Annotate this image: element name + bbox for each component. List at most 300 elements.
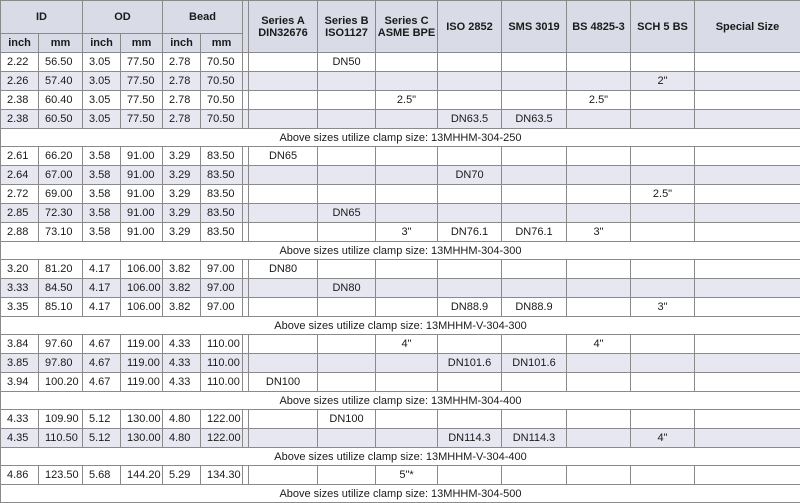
od-inch-cell: 3.05 [83,53,121,72]
id-mm-cell: 85.10 [39,298,83,317]
sch5bs-cell [631,260,695,279]
id-mm-cell: 60.40 [39,91,83,110]
bead-inch-cell: 3.29 [163,166,201,185]
od-mm-cell: 130.00 [121,410,163,429]
clamp-size-note: Above sizes utilize clamp size: 13MHHM-304-250 [1,129,800,147]
series-a-cell: DN100 [249,373,318,392]
bead-inch-cell: 3.29 [163,147,201,166]
series-c-cell [376,410,438,429]
iso2852-cell: DN114.3 [438,429,502,448]
bs4825-cell [567,72,631,91]
sms3019-cell [502,279,567,298]
id-inch-cell: 2.64 [1,166,39,185]
series-b-cell [318,166,376,185]
bs4825-cell [567,298,631,317]
series-b-cell: DN65 [318,204,376,223]
special-size-cell [695,72,800,91]
od-inch-cell: 3.58 [83,166,121,185]
sms3019-cell: DN101.6 [502,354,567,373]
table-row [1,466,800,485]
bead-inch-cell: 3.29 [163,185,201,204]
series-a-header: Series A DIN32676 [249,1,318,53]
series-c-cell [376,373,438,392]
special-size-cell [695,91,800,110]
bs4825-cell [567,260,631,279]
bs4825-header: BS 4825-3 [567,1,631,53]
id-inch-cell: 2.85 [1,204,39,223]
bead-mm-cell: 70.50 [201,110,243,129]
id-inch-cell: 2.72 [1,185,39,204]
series-a-cell [249,185,318,204]
bs4825-cell [567,410,631,429]
series-b-cell [318,147,376,166]
sms3019-cell [502,147,567,166]
series-c-cell [376,298,438,317]
series-b-cell [318,110,376,129]
id-inch-cell: 3.35 [1,298,39,317]
od-inch-cell: 4.67 [83,373,121,392]
od-mm-cell: 77.50 [121,72,163,91]
od-mm-cell: 77.50 [121,53,163,72]
bead-inch-cell: 4.80 [163,429,201,448]
series-c-cell [376,185,438,204]
special-size-cell [695,298,800,317]
bead-mm-cell: 134.30 [201,466,243,485]
table-row [1,429,800,448]
bs4825-cell [567,373,631,392]
special-size-header: Special Size [695,1,800,53]
iso2852-cell [438,204,502,223]
od-inch-cell: 3.58 [83,223,121,242]
bead-mm-cell: 83.50 [201,166,243,185]
series-b-cell [318,298,376,317]
bead-header: Bead [163,1,243,34]
bead-inch-cell: 3.82 [163,260,201,279]
bs4825-cell [567,53,631,72]
series-c-cell [376,72,438,91]
series-a-cell [249,354,318,373]
clamp-size-note-row [1,317,800,335]
bs4825-cell: 4" [567,335,631,354]
bead-inch-cell: 3.29 [163,204,201,223]
clamp-size-note-row [1,448,800,466]
sms3019-cell [502,166,567,185]
sms3019-cell [502,335,567,354]
od-mm-cell: 130.00 [121,429,163,448]
series-c-cell [376,166,438,185]
id-mm-cell: 110.50 [39,429,83,448]
series-b-cell [318,373,376,392]
sch5bs-cell [631,279,695,298]
od-mm-cell: 106.00 [121,298,163,317]
series-a-cell [249,91,318,110]
series-c-cell [376,204,438,223]
bead-mm-cell: 110.00 [201,354,243,373]
series-b-cell [318,72,376,91]
series-b-cell [318,354,376,373]
special-size-cell [695,147,800,166]
unit-id-mm: mm [39,34,83,53]
series-c-cell [376,279,438,298]
clamp-size-note-row [1,129,800,147]
id-mm-cell: 56.50 [39,53,83,72]
series-a-cell [249,110,318,129]
series-c-cell: 4" [376,335,438,354]
series-b-cell: DN80 [318,279,376,298]
special-size-cell [695,223,800,242]
od-inch-cell: 5.12 [83,429,121,448]
table-row [1,204,800,223]
special-size-cell [695,354,800,373]
sms3019-cell [502,260,567,279]
od-inch-cell: 4.67 [83,335,121,354]
bead-mm-cell: 110.00 [201,335,243,354]
bead-inch-cell: 2.78 [163,91,201,110]
series-a-cell: DN65 [249,147,318,166]
series-b-cell [318,429,376,448]
id-inch-cell: 2.88 [1,223,39,242]
bead-mm-cell: 70.50 [201,72,243,91]
special-size-cell [695,166,800,185]
table-row [1,410,800,429]
od-inch-cell: 3.58 [83,147,121,166]
series-a-cell [249,410,318,429]
id-mm-cell: 67.00 [39,166,83,185]
od-mm-cell: 106.00 [121,260,163,279]
sms3019-cell: DN63.5 [502,110,567,129]
table-row [1,298,800,317]
od-mm-cell: 91.00 [121,166,163,185]
iso2852-cell [438,260,502,279]
od-mm-cell: 119.00 [121,354,163,373]
series-c-header: Series C ASME BPE [376,1,438,53]
bead-mm-cell: 70.50 [201,53,243,72]
sch5bs-cell [631,335,695,354]
iso2852-cell [438,91,502,110]
id-mm-cell: 60.50 [39,110,83,129]
sch5bs-cell: 2" [631,72,695,91]
sms3019-cell: DN114.3 [502,429,567,448]
sms3019-cell [502,204,567,223]
series-b-cell [318,223,376,242]
od-inch-cell: 3.05 [83,110,121,129]
table-row [1,185,800,204]
od-mm-cell: 144.20 [121,466,163,485]
bead-mm-cell: 110.00 [201,373,243,392]
sch5bs-cell [631,466,695,485]
id-inch-cell: 3.94 [1,373,39,392]
bead-mm-cell: 97.00 [201,298,243,317]
iso2852-cell: DN101.6 [438,354,502,373]
sms3019-cell: DN76.1 [502,223,567,242]
sms3019-cell [502,373,567,392]
series-c-cell [376,53,438,72]
id-inch-cell: 2.38 [1,110,39,129]
id-mm-cell: 97.60 [39,335,83,354]
sch5bs-cell [631,166,695,185]
od-inch-cell: 4.67 [83,354,121,373]
special-size-cell [695,429,800,448]
bs4825-cell [567,147,631,166]
id-mm-cell: 81.20 [39,260,83,279]
id-mm-cell: 84.50 [39,279,83,298]
special-size-cell [695,110,800,129]
od-mm-cell: 91.00 [121,185,163,204]
sch5bs-cell [631,373,695,392]
bs4825-cell [567,204,631,223]
table-row [1,72,800,91]
series-b-cell: DN100 [318,410,376,429]
series-a-cell [249,72,318,91]
iso2852-cell [438,53,502,72]
special-size-cell [695,335,800,354]
id-inch-cell: 4.86 [1,466,39,485]
bs4825-cell [567,429,631,448]
bead-inch-cell: 3.29 [163,223,201,242]
iso2852-cell [438,185,502,204]
od-header: OD [83,1,163,34]
series-a-cell [249,298,318,317]
sms3019-cell [502,53,567,72]
special-size-cell [695,410,800,429]
sms3019-cell [502,410,567,429]
table-row [1,223,800,242]
series-a-cell [249,223,318,242]
sch5bs-cell [631,223,695,242]
id-mm-cell: 97.80 [39,354,83,373]
id-mm-cell: 72.30 [39,204,83,223]
clamp-size-note: Above sizes utilize clamp size: 13MHHM-V-304-300 [1,317,800,335]
sch5bs-cell: 2.5" [631,185,695,204]
id-inch-cell: 3.33 [1,279,39,298]
id-inch-cell: 3.84 [1,335,39,354]
series-a-cell [249,466,318,485]
sms3019-cell [502,185,567,204]
sch5bs-cell: 4" [631,429,695,448]
id-mm-cell: 100.20 [39,373,83,392]
iso2852-cell [438,410,502,429]
header-row [1,1,800,34]
od-inch-cell: 3.58 [83,204,121,223]
unit-od-mm: mm [121,34,163,53]
id-mm-cell: 123.50 [39,466,83,485]
od-inch-cell: 4.17 [83,260,121,279]
series-c-cell [376,354,438,373]
series-a-cell [249,279,318,298]
id-header: ID [1,1,83,34]
bead-mm-cell: 97.00 [201,279,243,298]
od-inch-cell: 4.17 [83,279,121,298]
bs4825-cell [567,279,631,298]
od-mm-cell: 91.00 [121,147,163,166]
iso2852-cell: DN63.5 [438,110,502,129]
od-inch-cell: 5.12 [83,410,121,429]
iso2852-cell [438,335,502,354]
unit-bead-mm: mm [201,34,243,53]
unit-id-inch: inch [1,34,39,53]
sch5bs-header: SCH 5 BS [631,1,695,53]
id-inch-cell: 4.35 [1,429,39,448]
series-c-cell [376,110,438,129]
od-inch-cell: 3.05 [83,91,121,110]
table-row [1,110,800,129]
unit-bead-inch: inch [163,34,201,53]
bead-mm-cell: 83.50 [201,204,243,223]
id-inch-cell: 2.26 [1,72,39,91]
series-a-cell: DN80 [249,260,318,279]
bs4825-cell: 3" [567,223,631,242]
series-b-cell [318,260,376,279]
bead-inch-cell: 2.78 [163,110,201,129]
iso2852-cell [438,147,502,166]
sch5bs-cell: 3" [631,298,695,317]
od-mm-cell: 91.00 [121,204,163,223]
iso2852-cell [438,373,502,392]
bead-mm-cell: 83.50 [201,185,243,204]
id-mm-cell: 57.40 [39,72,83,91]
table-row [1,53,800,72]
series-b-cell [318,91,376,110]
bs4825-cell: 2.5" [567,91,631,110]
bead-inch-cell: 2.78 [163,53,201,72]
bead-mm-cell: 83.50 [201,223,243,242]
od-mm-cell: 119.00 [121,373,163,392]
table-row [1,279,800,298]
od-mm-cell: 119.00 [121,335,163,354]
iso2852-cell [438,466,502,485]
sch5bs-cell [631,53,695,72]
series-b-header: Series B ISO1127 [318,1,376,53]
od-inch-cell: 4.17 [83,298,121,317]
table-row [1,91,800,110]
id-mm-cell: 109.90 [39,410,83,429]
special-size-cell [695,279,800,298]
series-a-cell [249,166,318,185]
bs4825-cell [567,466,631,485]
id-mm-cell: 69.00 [39,185,83,204]
bead-inch-cell: 4.33 [163,354,201,373]
table-row [1,373,800,392]
series-b-cell [318,335,376,354]
bead-inch-cell: 5.29 [163,466,201,485]
bs4825-cell [567,354,631,373]
bead-mm-cell: 97.00 [201,260,243,279]
bead-inch-cell: 2.78 [163,72,201,91]
special-size-cell [695,204,800,223]
clamp-size-note-row [1,392,800,410]
sms3019-cell [502,72,567,91]
table-row [1,147,800,166]
table-row [1,335,800,354]
sch5bs-cell [631,204,695,223]
series-b-cell [318,185,376,204]
table-row [1,354,800,373]
bead-inch-cell: 4.80 [163,410,201,429]
special-size-cell [695,466,800,485]
sch5bs-cell [631,110,695,129]
sms3019-cell [502,466,567,485]
bead-mm-cell: 122.00 [201,429,243,448]
series-b-cell [318,466,376,485]
series-c-cell: 3" [376,223,438,242]
od-mm-cell: 77.50 [121,91,163,110]
bead-inch-cell: 3.82 [163,279,201,298]
od-inch-cell: 3.05 [83,72,121,91]
series-c-cell [376,147,438,166]
id-inch-cell: 2.38 [1,91,39,110]
special-size-cell [695,185,800,204]
series-b-cell: DN50 [318,53,376,72]
bs4825-cell [567,110,631,129]
sch5bs-cell [631,410,695,429]
series-a-cell [249,204,318,223]
id-inch-cell: 3.85 [1,354,39,373]
series-a-cell [249,53,318,72]
id-inch-cell: 2.61 [1,147,39,166]
iso2852-cell [438,72,502,91]
iso2852-cell: DN70 [438,166,502,185]
series-c-cell: 2.5" [376,91,438,110]
od-mm-cell: 91.00 [121,223,163,242]
unit-od-inch: inch [83,34,121,53]
sms3019-header: SMS 3019 [502,1,567,53]
id-inch-cell: 4.33 [1,410,39,429]
id-inch-cell: 2.22 [1,53,39,72]
bead-inch-cell: 3.82 [163,298,201,317]
series-a-cell [249,335,318,354]
series-c-cell: 5"* [376,466,438,485]
bs4825-cell [567,166,631,185]
sch5bs-cell [631,354,695,373]
od-mm-cell: 77.50 [121,110,163,129]
sms3019-cell [502,91,567,110]
bead-mm-cell: 122.00 [201,410,243,429]
od-mm-cell: 106.00 [121,279,163,298]
clamp-size-note: Above sizes utilize clamp size: 13MHHM-V-304-400 [1,448,800,466]
od-inch-cell: 3.58 [83,185,121,204]
special-size-cell [695,260,800,279]
od-inch-cell: 5.68 [83,466,121,485]
series-c-cell [376,429,438,448]
sch5bs-cell [631,147,695,166]
sms3019-cell: DN88.9 [502,298,567,317]
id-inch-cell: 3.20 [1,260,39,279]
series-a-cell [249,429,318,448]
bead-mm-cell: 70.50 [201,91,243,110]
id-mm-cell: 73.10 [39,223,83,242]
clamp-size-note-row [1,242,800,260]
special-size-cell [695,53,800,72]
iso2852-cell: DN88.9 [438,298,502,317]
series-c-cell [376,260,438,279]
id-mm-cell: 66.20 [39,147,83,166]
sch5bs-cell [631,91,695,110]
special-size-cell [695,373,800,392]
bead-mm-cell: 83.50 [201,147,243,166]
clamp-size-note: Above sizes utilize clamp size: 13MHHM-304-300 [1,242,800,260]
table-row [1,260,800,279]
table-row [1,166,800,185]
bead-inch-cell: 4.33 [163,373,201,392]
bs4825-cell [567,185,631,204]
iso2852-cell [438,279,502,298]
iso2852-header: ISO 2852 [438,1,502,53]
table-body [1,53,800,503]
bead-inch-cell: 4.33 [163,335,201,354]
iso2852-cell: DN76.1 [438,223,502,242]
clamp-size-note: Above sizes utilize clamp size: 13MHHM-304-400 [1,392,800,410]
clamp-size-note: Above sizes utilize clamp size: 13MHHM-304-500 [1,485,800,503]
